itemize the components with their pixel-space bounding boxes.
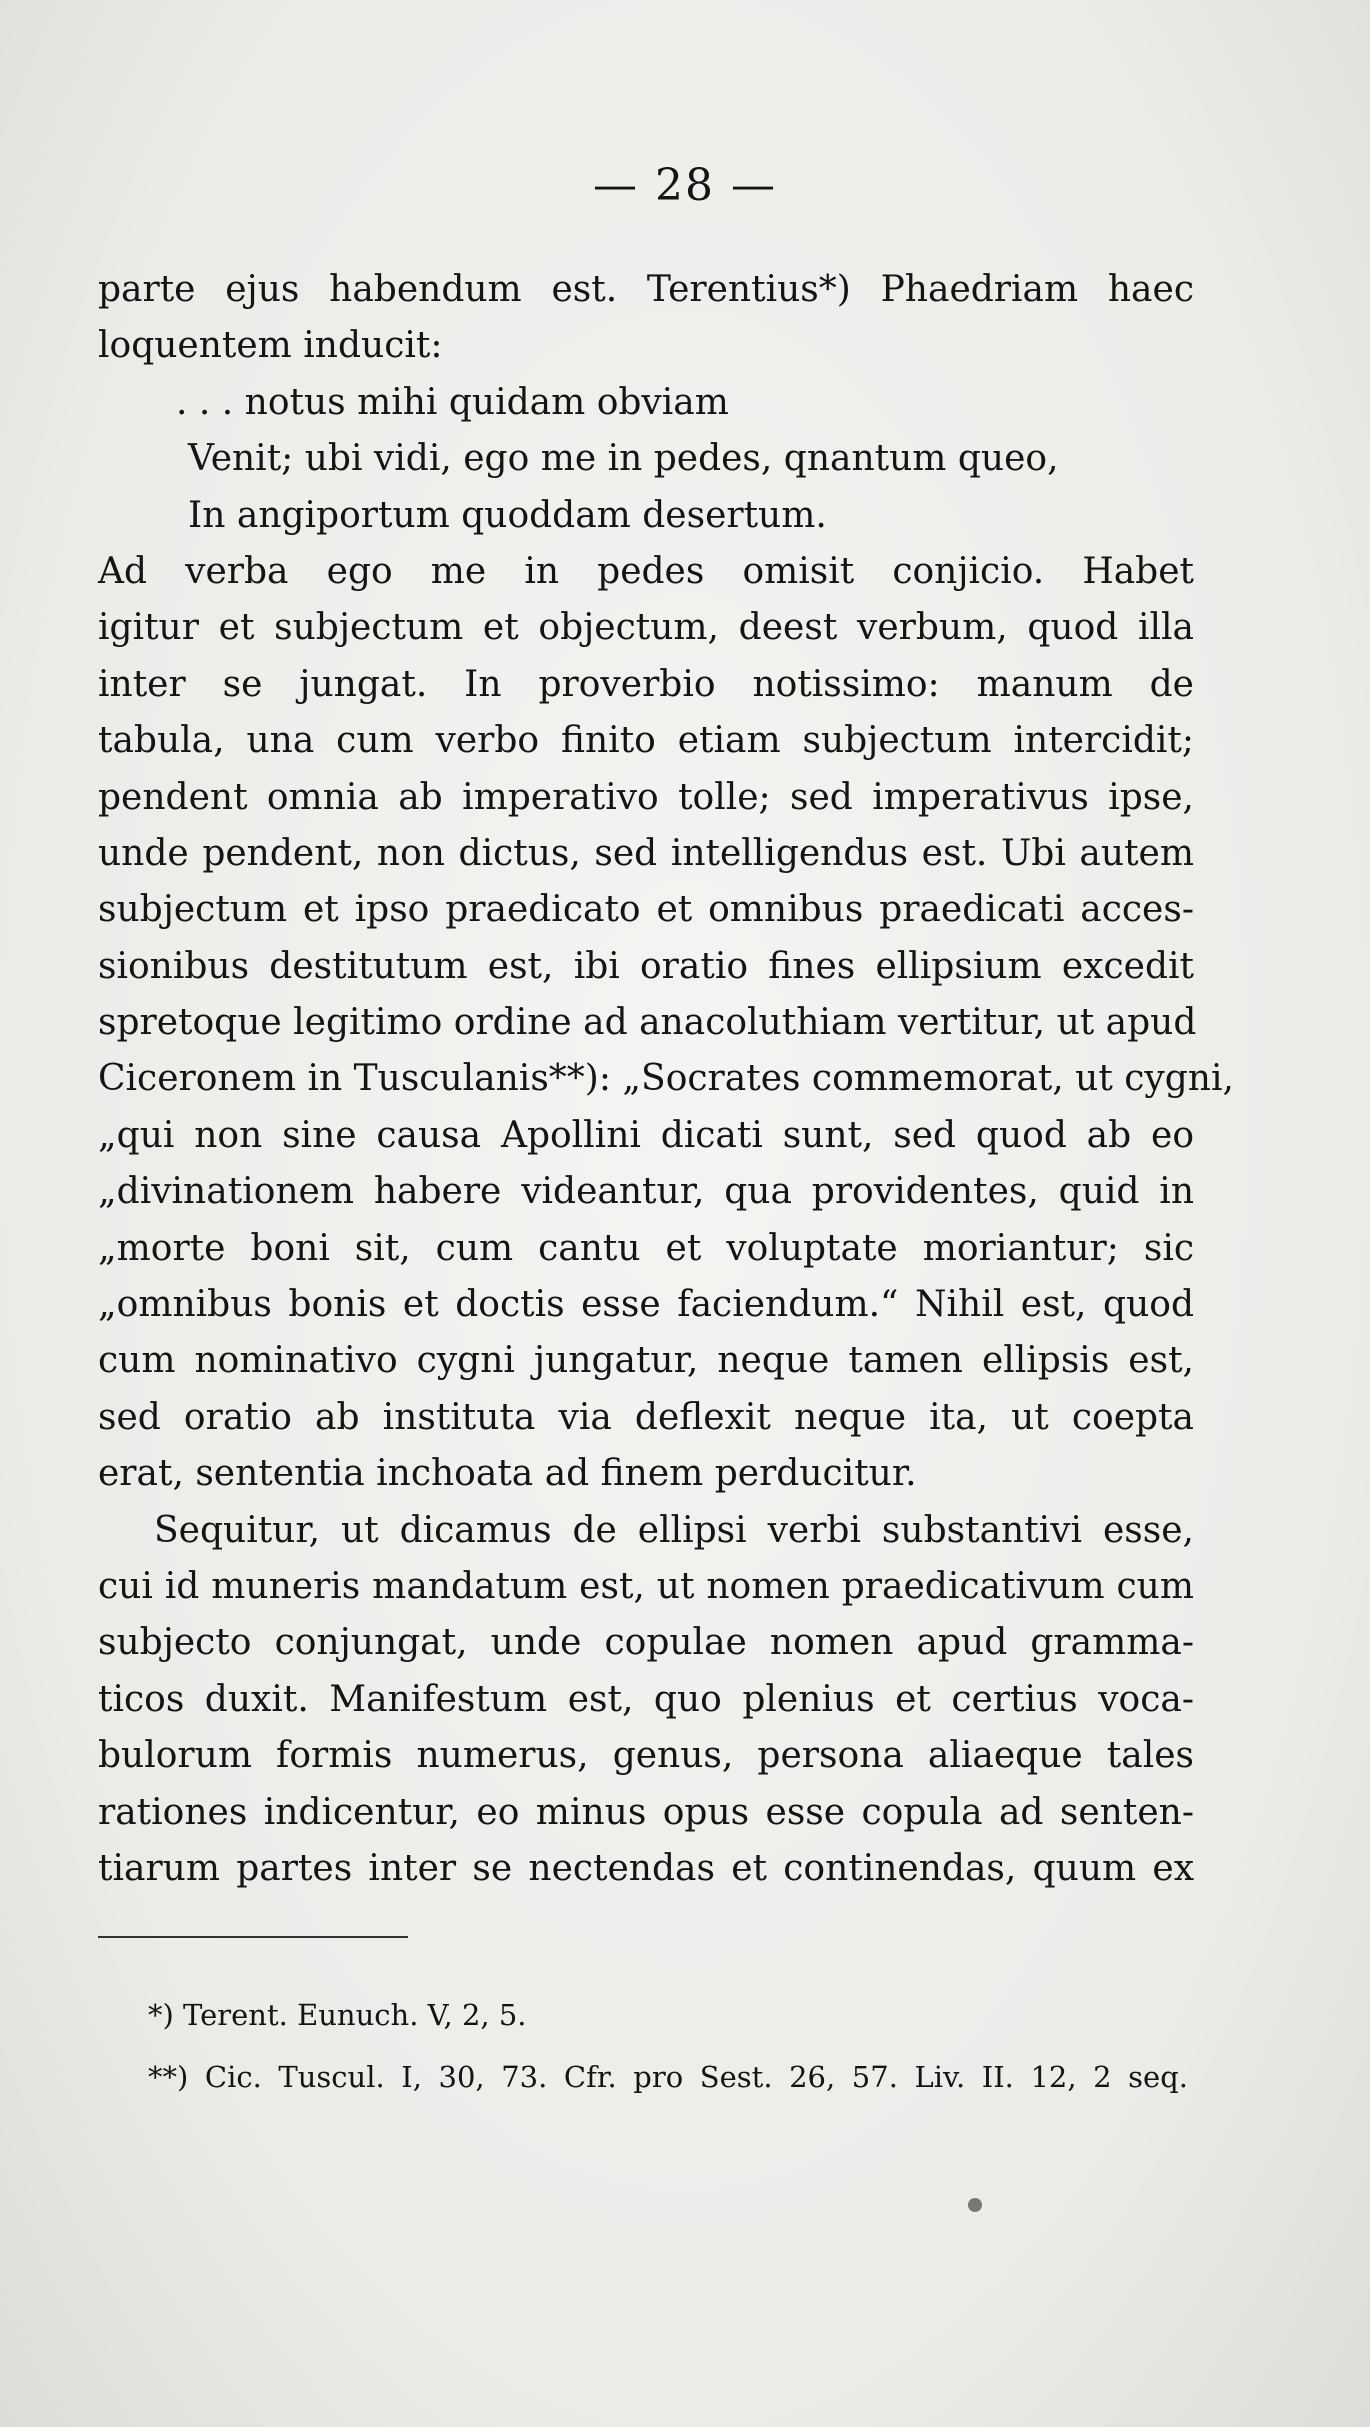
- text-line-28: rationes indicentur, eo minus opus esse copula ad senten-: [98, 1791, 1194, 1833]
- verse-line-3: In angiportum quoddam desertum.: [188, 494, 827, 536]
- page-number: — 28 —: [593, 160, 777, 211]
- text-line-20: cum nominativo cygni jungatur, neque tamen ellipsis est,: [98, 1340, 1194, 1382]
- text-line-8: inter se jungat. In proverbio notissimo: manum de: [98, 663, 1194, 705]
- text-line-13: sionibus destitutum est, ibi oratio fines ellipsium excedit: [98, 945, 1194, 987]
- text-line-6: Ad verba ego me in pedes omisit conjicio. Habet: [98, 550, 1194, 592]
- text-line-12: subjectum et ipso praedicato et omnibus praedicati acces-: [98, 889, 1194, 931]
- text-line-25: subjecto conjungat, unde copulae nomen apud gramma-: [98, 1622, 1194, 1664]
- text-line-22: erat, sententia inchoata ad finem perducitur.: [98, 1453, 917, 1495]
- text-line-16: „qui non sine causa Apollini dicati sunt, sed quod ab eo: [98, 1114, 1194, 1156]
- text-line-14: spretoque legitimo ordine ad anacoluthiam vertitur, ut apud: [98, 1002, 1197, 1044]
- text-line-23: Sequitur, ut dicamus de ellipsi verbi substantivi esse,: [154, 1509, 1194, 1551]
- text-line-2: loquentem inducit:: [98, 325, 443, 367]
- text-line-27: bulorum formis numerus, genus, persona aliaeque tales: [98, 1735, 1194, 1777]
- verse-line-2: Venit; ubi vidi, ego me in pedes, qnantum queo,: [188, 438, 1059, 480]
- text-line-9: tabula, una cum verbo finito etiam subjectum intercidit;: [98, 720, 1194, 762]
- footnote-rule: [98, 1936, 408, 1938]
- text-line-26: ticos duxit. Manifestum est, quo plenius et certius voca-: [98, 1678, 1194, 1720]
- footnote-2: **) Cic. Tuscul. I, 30, 73. Cfr. pro Sest. 26, 57. Liv. II. 12, 2 seq.: [148, 2060, 1188, 2094]
- text-line-21: sed oratio ab instituta via deflexit neque ita, ut coepta: [98, 1396, 1194, 1438]
- verse-line-1: . . . notus mihi quidam obviam: [176, 381, 729, 423]
- text-line-24: cui id muneris mandatum est, ut nomen praedicativum cum: [98, 1565, 1194, 1607]
- text-line-18: „morte boni sit, cum cantu et voluptate moriantur; sic: [98, 1227, 1194, 1269]
- text-line-10: pendent omnia ab imperativo tolle; sed imperativus ipse,: [98, 776, 1194, 818]
- text-line-29: tiarum partes inter se nectendas et continendas, quum ex: [98, 1847, 1194, 1889]
- text-line-7: igitur et subjectum et objectum, deest verbum, quod illa: [98, 607, 1194, 649]
- main-text: [98, 262, 1234, 1897]
- text-line-19: „omnibus bonis et doctis esse faciendum.“ Nihil est, quod: [98, 1284, 1194, 1326]
- text-line-15: Ciceronem in Tusculanis**): „Socrates commemorat, ut cygni,: [98, 1058, 1234, 1100]
- text-line-17: „divinationem habere videantur, qua providentes, quid in: [98, 1171, 1194, 1213]
- ink-speck: [968, 2198, 982, 2212]
- text-line-1: parte ejus habendum est. Terentius*) Phaedriam haec: [98, 269, 1194, 310]
- footnote-1: *) Terent. Eunuch. V, 2, 5.: [148, 1998, 527, 2032]
- text-line-11: unde pendent, non dictus, sed intelligendus est. Ubi autem: [98, 832, 1194, 874]
